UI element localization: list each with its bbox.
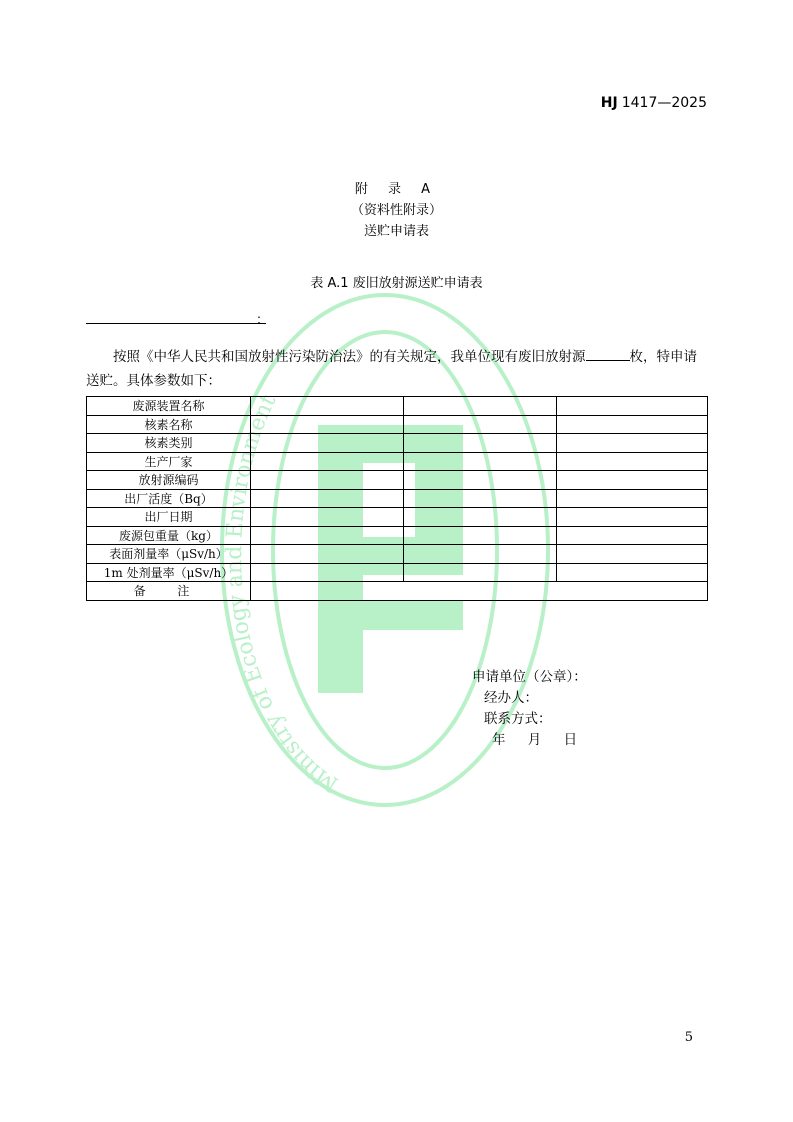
table-cell: [557, 397, 708, 416]
table-cell: [251, 526, 404, 545]
table-cell: [251, 508, 404, 527]
row-label: 核素名称: [87, 415, 251, 434]
body-text-after: 枚，特申请送贮。具体参数如下：: [86, 349, 697, 389]
table-cell: [404, 434, 557, 453]
quantity-blank: [586, 346, 630, 361]
table-cell: [404, 397, 557, 416]
watermark-text: Ministry of Ecology and Environment: [222, 390, 344, 797]
signature-block: [472, 667, 587, 751]
table-cell: [251, 397, 404, 416]
table-cell: [557, 563, 708, 582]
table-row: [87, 397, 708, 416]
body-paragraph: [86, 345, 708, 393]
standard-number: 1417—2025: [621, 95, 707, 111]
table-row: [87, 526, 708, 545]
table-cell: [251, 489, 404, 508]
table-caption: 表 A.1 废旧放射源送贮申请表: [310, 276, 483, 291]
parameter-table-body: [87, 397, 708, 601]
row-label: 废源包重量（kg）: [87, 526, 251, 545]
recipient-colon: ：: [256, 313, 270, 328]
table-cell: [404, 489, 557, 508]
page-number: 5: [684, 1030, 693, 1045]
applicant-unit-label: 申请单位（公章）：: [472, 669, 587, 685]
table-row: [87, 452, 708, 471]
table-cell: [251, 471, 404, 490]
row-label: 表面剂量率（μSv/h）: [87, 545, 251, 564]
table-cell: [404, 415, 557, 434]
table-cell: [557, 526, 708, 545]
table-cell: [404, 471, 557, 490]
table-cell: [404, 508, 557, 527]
row-label: 出厂活度（Bq）: [87, 489, 251, 508]
table-cell: [557, 434, 708, 453]
table-cell: [557, 508, 708, 527]
table-cell: [251, 452, 404, 471]
table-row: [87, 489, 708, 508]
appendix-name: 送贮申请表: [363, 224, 429, 239]
table-row: [87, 508, 708, 527]
parameter-table: [86, 396, 708, 601]
table-row: [87, 434, 708, 453]
table-cell: [404, 545, 557, 564]
table-row: [87, 545, 708, 564]
appendix-title: 附 录 A: [354, 182, 439, 197]
row-label: 1m 处剂量率（μSv/h）: [87, 563, 251, 582]
row-label: 生产厂家: [87, 452, 251, 471]
body-text-before: 按照《中华人民共和国放射性污染防治法》的有关规定，我单位现有废旧放射源: [113, 349, 586, 365]
standard-prefix: HJ: [600, 95, 618, 111]
table-cell: [557, 489, 708, 508]
table-cell: [404, 452, 557, 471]
table-row: [87, 415, 708, 434]
contact-label: 联系方式：: [484, 711, 552, 727]
table-cell: [404, 526, 557, 545]
table-row: [87, 471, 708, 490]
table-cell: [557, 452, 708, 471]
table-row: [87, 563, 708, 582]
table-cell: [251, 563, 404, 582]
appendix-type: （资料性附录）: [350, 203, 442, 218]
recipient-blank-line: [86, 309, 266, 324]
row-label: 核素类别: [87, 434, 251, 453]
table-cell: [251, 545, 404, 564]
standard-identifier: [601, 95, 707, 111]
row-label: 放射源编码: [87, 471, 251, 490]
table-cell: [557, 545, 708, 564]
table-cell: [251, 434, 404, 453]
row-label: 出厂日期: [87, 508, 251, 527]
table-cell: [404, 563, 557, 582]
table-cell: [251, 415, 404, 434]
row-label: 废源装置名称: [87, 397, 251, 416]
table-cell: [557, 415, 708, 434]
handler-label: 经办人：: [484, 690, 538, 706]
date-label: 年 月 日: [492, 732, 578, 748]
remark-row: [87, 582, 708, 601]
table-cell: [557, 471, 708, 490]
remark-cell: [251, 582, 708, 601]
remark-label: 备 注: [87, 582, 251, 601]
